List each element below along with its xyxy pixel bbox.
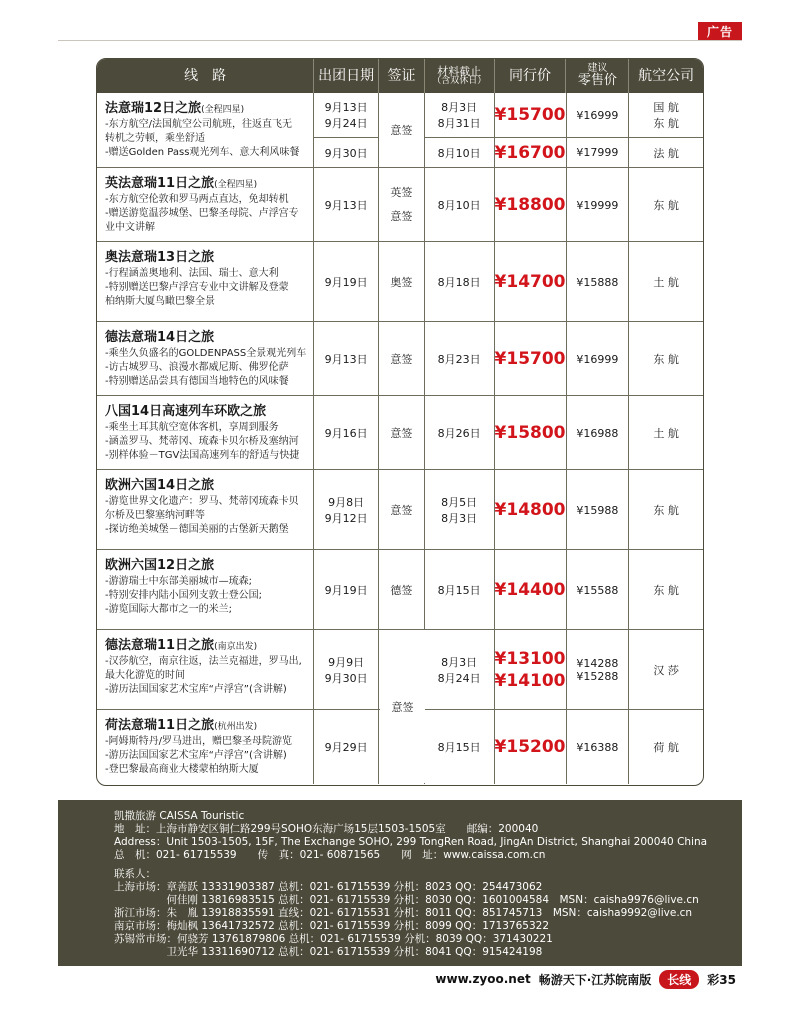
airline-name: 国 航 [653,101,679,114]
sub-cell [425,93,494,137]
cell-air [629,93,703,167]
sub-cell [314,137,378,167]
visa-type: 奥签 [390,276,413,289]
cell-visa [379,470,425,550]
cell-air [629,630,703,710]
airline-name: 东 航 [653,199,679,212]
peer-price: ¥14400 [494,580,566,600]
airline-name: 土 航 [653,276,679,289]
cell-dead [425,168,495,242]
cell-route [97,470,314,550]
tour-date: 9月30日 [324,672,368,685]
peer-price: ¥15200 [494,737,566,757]
route-desc-line: -特别赠送品尝具有德国当地特色的风味餐 [105,376,289,387]
header-retail [566,59,629,93]
tour-date: 9月16日 [324,427,368,440]
sub-cell [629,93,703,137]
cell-retail [567,630,630,710]
header-deadline [425,59,495,93]
page-footer [58,966,742,992]
airline-name: 东 航 [653,353,679,366]
route-title [105,400,266,419]
visa-type: 意签 [390,210,413,223]
tour-table [96,58,704,786]
retail-price: ¥14288 [576,657,619,670]
route-title-note: (全程四星) [201,105,245,115]
tour-date: 9月8日 [328,496,365,509]
route-desc-line: -游游瑞士中东部美丽城市—琉森; [105,576,252,587]
airline-name: 东 航 [653,117,679,130]
visa-type: 英签 [390,186,413,199]
visa-type: 意签 [390,504,413,517]
route-title-text: 德法意瑞11日之旅 [105,638,215,653]
cell-air [629,396,703,470]
route-title [105,246,214,265]
tour-date: 9月13日 [324,199,368,212]
route-title-text: 奥法意瑞13日之旅 [105,250,215,265]
cell-visa [379,168,425,242]
cell-date [314,710,379,784]
visa-type: 意签 [391,700,414,714]
route-title-text: 德法意瑞14日之旅 [105,330,215,345]
cell-price [495,93,567,167]
route-title-note: (南京出发) [214,642,258,652]
cell-route [97,396,314,470]
route-desc-line: -行程涵盖奥地利、法国、瑞士、意大利 [105,268,279,279]
cell-route [97,550,314,630]
deadline-date: 8月24日 [437,672,481,685]
page-number: 彩35 [707,972,736,987]
cell-retail [567,168,630,242]
header-deadline-line2: （含双休日） [432,76,487,87]
peer-price: ¥14100 [494,671,566,691]
header-retail-line2: 零售价 [577,73,617,89]
visa-type: 德签 [390,584,413,597]
cell-retail [567,93,630,167]
sub-cell [567,93,629,137]
tour-date: 9月30日 [324,146,368,160]
route-title [105,172,257,191]
retail-price: ¥16999 [576,352,619,366]
route-desc-line: -东方航空伦敦和罗马两点直达，免却转机 [105,194,289,205]
cell-date [314,93,379,167]
route-desc-line: -游览世界文化遗产：罗马、梵蒂冈琉森卡贝 [105,496,299,507]
route-title [105,326,214,345]
cell-price [495,470,567,550]
company-name: 凯撒旅游 CAISSA Touristic [114,810,245,822]
cell-dead [425,396,495,470]
route-desc-line: -乘坐土耳其航空宽体客机，享周到服务 [105,422,279,433]
route-desc-line: -赠送游览温莎城堡、巴黎圣母院、卢浮宫专 [105,208,299,219]
retail-price: ¥17999 [576,146,619,159]
cell-route [97,630,314,710]
contact-footer [58,800,742,966]
address-en: Address：Unit 1503-1505, 15F, The Exchange SOHO, 299 TongRen Road, JingAn District, Shanghai 200040 China [114,836,708,848]
top-rule [58,40,742,41]
peer-price: ¥15800 [494,423,566,443]
table-body [97,93,703,783]
retail-price: ¥16999 [576,108,619,122]
route-title-text: 欧洲六国12日之旅 [105,558,215,573]
cell-air [629,242,703,322]
tour-date: 9月13日 [324,353,368,366]
cell-air [629,168,703,242]
cell-visa [379,550,425,630]
cell-date [314,168,379,242]
route-desc-line: -汉莎航空，南京往返，法兰克福进，罗马出, [105,656,302,667]
cell-route [97,322,314,396]
sub-cell [495,93,566,137]
route-desc-line: -游历法国国家艺术宝库“卢浮宫”(含讲解) [105,750,287,761]
airline-name: 东 航 [653,504,679,517]
peer-price: ¥15700 [494,105,566,125]
cell-air [629,470,703,550]
deadline-date: 8月26日 [437,427,481,440]
table-row [97,93,703,167]
cell-air [629,550,703,630]
airline-name: 汉 莎 [653,664,679,677]
deadline-date: 8月3日 [441,101,478,114]
route-title [105,634,257,653]
cell-price [495,550,567,630]
cell-dead [425,93,495,167]
peer-price: ¥14800 [494,500,566,520]
retail-price: ¥19999 [576,198,619,212]
route-title [105,714,257,733]
address-cn: 地 址：上海市静安区铜仁路299号SOHO东海广场15层1503-1505室 邮编：200040 [114,823,539,835]
header-retail-line1: 建议 [587,62,608,74]
deadline-date: 8月31日 [437,117,481,130]
cell-visa [379,322,425,396]
retail-price: ¥16988 [576,426,619,440]
route-desc-line: -乘坐久负盛名的GOLDENPASS全景观光列车 [105,348,307,359]
peer-price: ¥15700 [494,349,566,369]
deadline-date: 8月10日 [437,146,481,160]
visa-type: 意签 [390,353,413,366]
edition-slogan: 畅游天下·江苏皖南版 [538,972,652,987]
deadline-date: 8月15日 [437,741,481,754]
airline-name: 土 航 [653,427,679,440]
route-desc-line: -游览国际大都市之一的米兰; [105,604,232,615]
contacts-list [114,881,742,959]
deadline-date: 8月15日 [437,584,481,597]
airline-name: 东 航 [653,584,679,597]
header-airline: 航空公司 [638,67,695,84]
cell-route [97,242,314,322]
tour-date: 9月9日 [328,656,365,669]
retail-price: ¥15888 [576,275,619,289]
contact-line: 南京市场：梅灿枫 13641732572 总机：021- 61715539 分机：8099 QQ：1713765322 [114,920,550,932]
retail-price: ¥16388 [576,740,619,754]
table-row [97,395,703,469]
cell-dead [425,470,495,550]
route-title-text: 英法意瑞11日之旅 [105,176,215,191]
cell-retail [567,322,630,396]
cell-date [314,242,379,322]
route-desc-line: -特别赠送巴黎卢浮宫专业中文讲解及登蒙 [105,282,289,293]
route-title-text: 八国14日高速列车环欧之旅 [105,404,267,419]
route-desc-line: -阿姆斯特丹/罗马进出，赠巴黎圣母院游览 [105,736,292,747]
contact-line: 何佳刚 13816983515 总机：021- 61715539 分机：8030 QQ：1601004584 MSN：caisha9976@live.cn [114,894,699,906]
table-row [97,167,703,241]
cell-dead [425,242,495,322]
cell-date [314,630,379,710]
deadline-date: 8月5日 [441,496,478,509]
route-desc-line: -访古城罗马、浪漫水都威尼斯、佛罗伦萨 [105,362,289,373]
brand-badge: 长线 [659,970,699,989]
deadline-date: 8月3日 [441,512,478,525]
sub-cell [567,137,629,167]
cell-price [495,630,567,710]
visa-shared-overlay [380,629,425,783]
cell-date [314,470,379,550]
route-desc-line: -东方航空/法国航空公司航班，往返直飞无 [105,119,292,130]
tour-date: 9月12日 [324,512,368,525]
header-price: 同行价 [495,59,567,93]
cell-retail [567,242,630,322]
cell-price [495,168,567,242]
route-desc-line: -赠送Golden Pass观光列车、意大利风味餐 [105,147,300,158]
route-title-note: (全程四星) [214,180,258,190]
contact-line: 卫光华 13311690712 总机：021- 61715539 分机：8041 QQ：915424198 [114,946,543,958]
cell-date [314,322,379,396]
phone-line: 总 机：021- 61715539 传 真：021- 60871565 网 址：www.caissa.com.cn [114,849,546,861]
airline-name: 荷 航 [653,741,679,754]
table-row [97,321,703,395]
visa-type: 意签 [390,427,413,440]
cell-visa [379,93,425,167]
contacts-label: 联系人： [114,868,156,880]
cell-dead [425,630,495,710]
route-desc-line: 柏纳斯大厦鸟瞰巴黎全景 [105,296,215,307]
contact-line: 苏锡常市场：何骁芳 13761879806 总机：021- 61715539 分机：8039 QQ：371430221 [114,933,553,945]
sub-cell [495,137,566,167]
route-title-note: (杭州出发) [214,722,258,732]
header-visa: 签证 [379,59,425,93]
deadline-date: 8月18日 [437,276,481,289]
route-desc-line: -特别安排内陆小国列支敦士登公国; [105,590,262,601]
contact-line: 浙江市场：朱 胤 13918835591 直线：021- 61715531 分机：8011 QQ：851745713 MSN：caisha9992@live.cn [114,907,693,919]
table-row [97,469,703,549]
route-title-text: 欧洲六国14日之旅 [105,478,215,493]
header-deadline-line1: 材料截止 [437,64,482,78]
tour-date: 9月19日 [324,276,368,289]
ad-label: 广告 [698,22,742,40]
peer-price: ¥13100 [494,649,566,669]
tour-date: 9月24日 [324,117,368,130]
cell-route [97,710,314,784]
cell-price [495,322,567,396]
cell-dead [425,710,495,784]
table-row [97,241,703,321]
table-row [97,549,703,629]
peer-price: ¥14700 [494,272,566,292]
peer-price: ¥18800 [494,195,566,215]
tour-date: 9月13日 [324,101,368,114]
site-url[interactable]: www.zyoo.net [435,972,531,986]
cell-date [314,396,379,470]
cell-retail [567,710,630,784]
cell-visa [379,242,425,322]
route-desc-line: -登巴黎最高商业大楼蒙柏纳斯大厦 [105,764,259,775]
header-date: 出团日期 [314,59,379,93]
cell-retail [567,396,630,470]
visa-type: 意签 [390,124,413,137]
cell-price [495,710,567,784]
airline-name: 法 航 [653,146,679,160]
route-title [105,97,244,116]
cell-air [629,322,703,396]
sub-cell [629,137,703,167]
route-title [105,474,214,493]
route-desc-line: 转机之劳顿，乘坐舒适 [105,133,205,144]
cell-retail [567,550,630,630]
sub-cell [425,137,494,167]
header-route: 线 路 [97,59,314,93]
cell-date [314,550,379,630]
deadline-date: 8月10日 [437,199,481,212]
sub-cell [314,93,378,137]
retail-price: ¥15288 [576,670,619,683]
route-desc-line: -涵盖罗马、梵蒂冈、琉森卡贝尔桥及塞纳河 [105,436,299,447]
retail-price: ¥15588 [576,583,619,597]
cell-visa [379,396,425,470]
route-desc-line: 尔桥及巴黎塞纳河畔等 [105,510,205,521]
cell-route [97,93,314,167]
route-desc-line: 最大化游览的时间 [105,670,185,681]
cell-price [495,396,567,470]
cell-dead [425,550,495,630]
cell-dead [425,322,495,396]
table-header [97,59,703,93]
route-title [105,554,214,573]
route-desc-line: 业中文讲解 [105,222,155,233]
route-desc-line: -别样体验－TGV法国高速列车的舒适与快捷 [105,450,300,461]
retail-price: ¥15988 [576,503,619,517]
route-title-text: 法意瑞12日之旅 [105,101,202,116]
cell-route [97,168,314,242]
contact-line: 上海市场：章善跃 13331903387 总机：021- 61715539 分机：8023 QQ：254473062 [114,881,543,893]
deadline-date: 8月3日 [441,656,478,669]
cell-price [495,242,567,322]
route-desc-line: -探访绝美城堡－德国美丽的古堡新天鹅堡 [105,524,289,535]
deadline-date: 8月23日 [437,353,481,366]
route-title-text: 荷法意瑞11日之旅 [105,718,215,733]
cell-air [629,710,703,784]
tour-date: 9月29日 [324,741,368,754]
tour-date: 9月19日 [324,584,368,597]
route-desc-line: -游历法国国家艺术宝库“卢浮宫”(含讲解) [105,684,287,695]
cell-retail [567,470,630,550]
peer-price: ¥16700 [494,142,566,163]
